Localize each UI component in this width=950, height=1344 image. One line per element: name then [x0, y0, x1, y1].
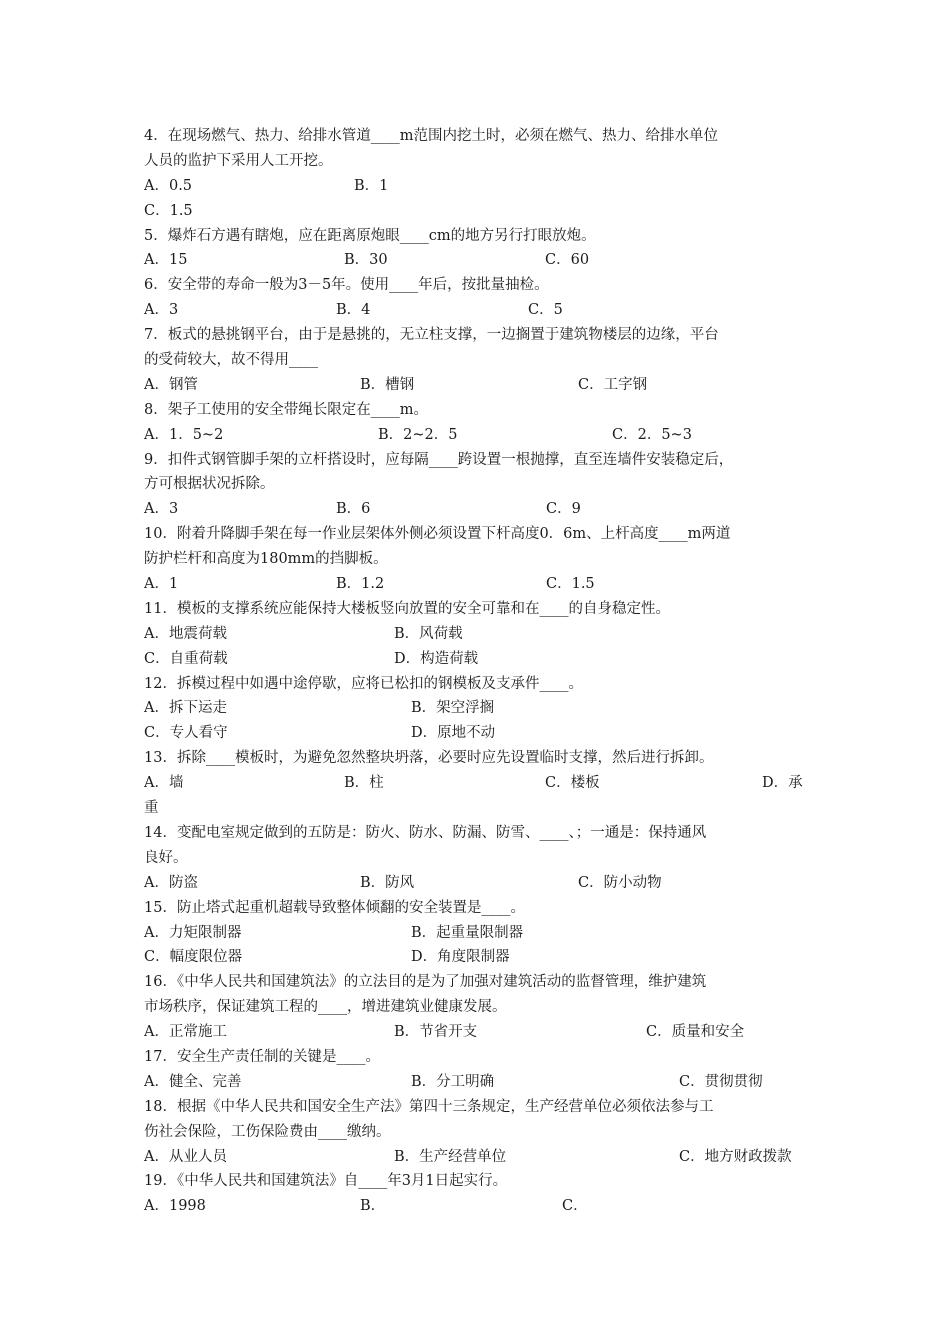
- option-b: B．架空浮搁: [411, 700, 495, 717]
- text-line: 重: [144, 800, 159, 817]
- option-c: C．楼板: [545, 775, 600, 792]
- option-c: C．贯彻贯彻: [679, 1073, 763, 1090]
- option-a: A．力矩限制器: [144, 924, 242, 941]
- text-line: 4．在现场燃气、热力、给排水管道____m范围内挖土时，必须在燃气、热力、给排水单位: [144, 128, 718, 144]
- option-row: [144, 771, 816, 796]
- text-line: 15．防止塔式起重机超载导致整体倾翻的安全装置是____。: [144, 899, 525, 916]
- option-b: B．1: [354, 177, 389, 194]
- option-row: [144, 174, 816, 199]
- option-row: [144, 647, 816, 672]
- option-c: C．60: [545, 252, 590, 269]
- text-line: 9．扣件式钢管脚手架的立杆搭设时，应每隔____跨设置一根抛撑，直至连墙件安装稳定后，: [144, 451, 734, 468]
- text-line: 5．爆炸石方遇有瞎炮，应在距离原炮眼____cm的地方另行打眼放炮。: [144, 227, 596, 244]
- option-a: A．0.5: [144, 177, 193, 194]
- option-a: A．防盗: [144, 874, 198, 891]
- option-c: C．幅度限位器: [144, 949, 243, 966]
- option-c: C．9: [546, 501, 581, 518]
- option-b: B．柱: [344, 775, 384, 792]
- option-a: A．15: [144, 252, 188, 269]
- text-line: 7．板式的悬挑钢平台，由于是悬挑的，无立柱支撑，一边搁置于建筑物楼层的边缘，平台: [144, 327, 719, 344]
- document-body: [144, 124, 816, 1219]
- text-line: 的受荷较大，故不得用____: [144, 352, 318, 369]
- option-a: A．1: [144, 576, 179, 593]
- option-a: A．健全、完善: [144, 1073, 242, 1090]
- text-line: 18．根据《中华人民共和国安全生产法》第四十三条规定，生产经营单位必须依法参与工: [144, 1098, 714, 1115]
- option-row: [144, 298, 816, 323]
- option-b: B．4: [336, 302, 371, 319]
- option-b: B．1.2: [336, 576, 385, 593]
- option-b: B．2~2．5: [378, 426, 458, 443]
- option-c: C．1.5: [546, 576, 595, 593]
- option-b: B．6: [336, 501, 371, 518]
- text-line: 17．安全生产责任制的关键是____。: [144, 1048, 380, 1065]
- text-line: 市场秩序，保证建筑工程的____，增进建筑业健康发展。: [144, 999, 507, 1016]
- text-line: 方可根据状况拆除。: [144, 476, 275, 493]
- option-c: C．工字钢: [578, 376, 648, 393]
- option-d: D．角度限制器: [411, 949, 510, 966]
- option-b: B．节省开支: [394, 1024, 478, 1041]
- option-row: [144, 1194, 816, 1219]
- option-row: [144, 199, 816, 224]
- text-line: 14．变配电室规定做到的五防是：防火、防水、防漏、防雪、____、；一通是：保持通风: [144, 824, 707, 841]
- option-a: A．钢管: [144, 376, 198, 393]
- text-line: 11．模板的支撑系统应能保持大楼板竖向放置的安全可靠和在____的自身稳定性。: [144, 600, 670, 617]
- option-c: C．1.5: [144, 202, 193, 219]
- option-row: [144, 622, 816, 647]
- option-c: C．专人看守: [144, 725, 228, 742]
- option-a: A．墙: [144, 775, 184, 792]
- option-b: B．防风: [360, 874, 415, 891]
- option-row: [144, 497, 816, 522]
- option-c: C．5: [528, 302, 563, 319]
- option-row: [144, 1070, 816, 1095]
- option-b: B．30: [344, 252, 388, 269]
- option-row: [144, 373, 816, 398]
- text-line: 8．架子工使用的安全带绳长限定在____m。: [144, 401, 428, 418]
- option-b: B．: [360, 1198, 386, 1215]
- text-line: 10．附着升降脚手架在每一作业层架体外侧必须设置下杆高度0．6m、上杆高度____m两道: [144, 526, 731, 543]
- option-row: [144, 1020, 816, 1045]
- text-line: 良好。: [144, 849, 188, 866]
- option-d: D．原地不动: [411, 725, 496, 742]
- text-line: 12．拆模过程中如遇中途停歇，应将已松扣的钢模板及支承件____。: [144, 675, 583, 692]
- option-row: [144, 572, 816, 597]
- option-row: [144, 248, 816, 273]
- option-row: [144, 1145, 816, 1170]
- text-line: 13．拆除____模板时，为避免忽然整块坍落，必要时应先设置临时支撑，然后进行拆卸。: [144, 750, 714, 767]
- text-line: 6．安全带的寿命一般为3－5年。使用____年后，按批量抽检。: [144, 277, 549, 294]
- option-c: C．地方财政拨款: [679, 1148, 792, 1165]
- option-row: [144, 871, 816, 896]
- option-a: A．1998: [144, 1198, 206, 1215]
- option-row: [144, 721, 816, 746]
- option-a: A．正常施工: [144, 1024, 227, 1041]
- text-line: 人员的监护下采用人工开挖。: [144, 152, 333, 169]
- option-c: C．质量和安全: [646, 1024, 745, 1041]
- option-b: B．分工明确: [411, 1073, 495, 1090]
- option-b: B．风荷载: [394, 625, 463, 642]
- option-a: A．从业人员: [144, 1148, 227, 1165]
- option-a: A．地震荷载: [144, 625, 227, 642]
- option-row: [144, 696, 816, 721]
- option-a: A．3: [144, 302, 179, 319]
- option-a: A．3: [144, 501, 179, 518]
- text-line: 19．《中华人民共和国建筑法》自____年3月1日起实行。: [144, 1173, 508, 1190]
- option-row: [144, 945, 816, 970]
- option-c: C．自重荷载: [144, 650, 228, 667]
- option-c: C．防小动物: [578, 874, 662, 891]
- option-c: C．: [562, 1198, 588, 1215]
- option-b: B．起重量限制器: [411, 924, 524, 941]
- text-line: 伤社会保险，工伤保险费由____缴纳。: [144, 1123, 391, 1140]
- option-c: C．2．5~3: [612, 426, 692, 443]
- option-b: B．槽钢: [360, 376, 415, 393]
- option-b: B．生产经营单位: [394, 1148, 507, 1165]
- text-line: 16．《中华人民共和国建筑法》的立法目的是为了加强对建筑活动的监督管理，维护建筑: [144, 974, 707, 991]
- option-d: D．承: [762, 775, 803, 792]
- option-row: [144, 921, 816, 946]
- option-d: D．构造荷载: [394, 650, 479, 667]
- text-line: 防护栏杆和高度为180mm的挡脚板。: [144, 551, 388, 568]
- option-a: A．1．5~2: [144, 426, 224, 443]
- option-row: [144, 423, 816, 448]
- option-a: A．拆下运走: [144, 700, 227, 717]
